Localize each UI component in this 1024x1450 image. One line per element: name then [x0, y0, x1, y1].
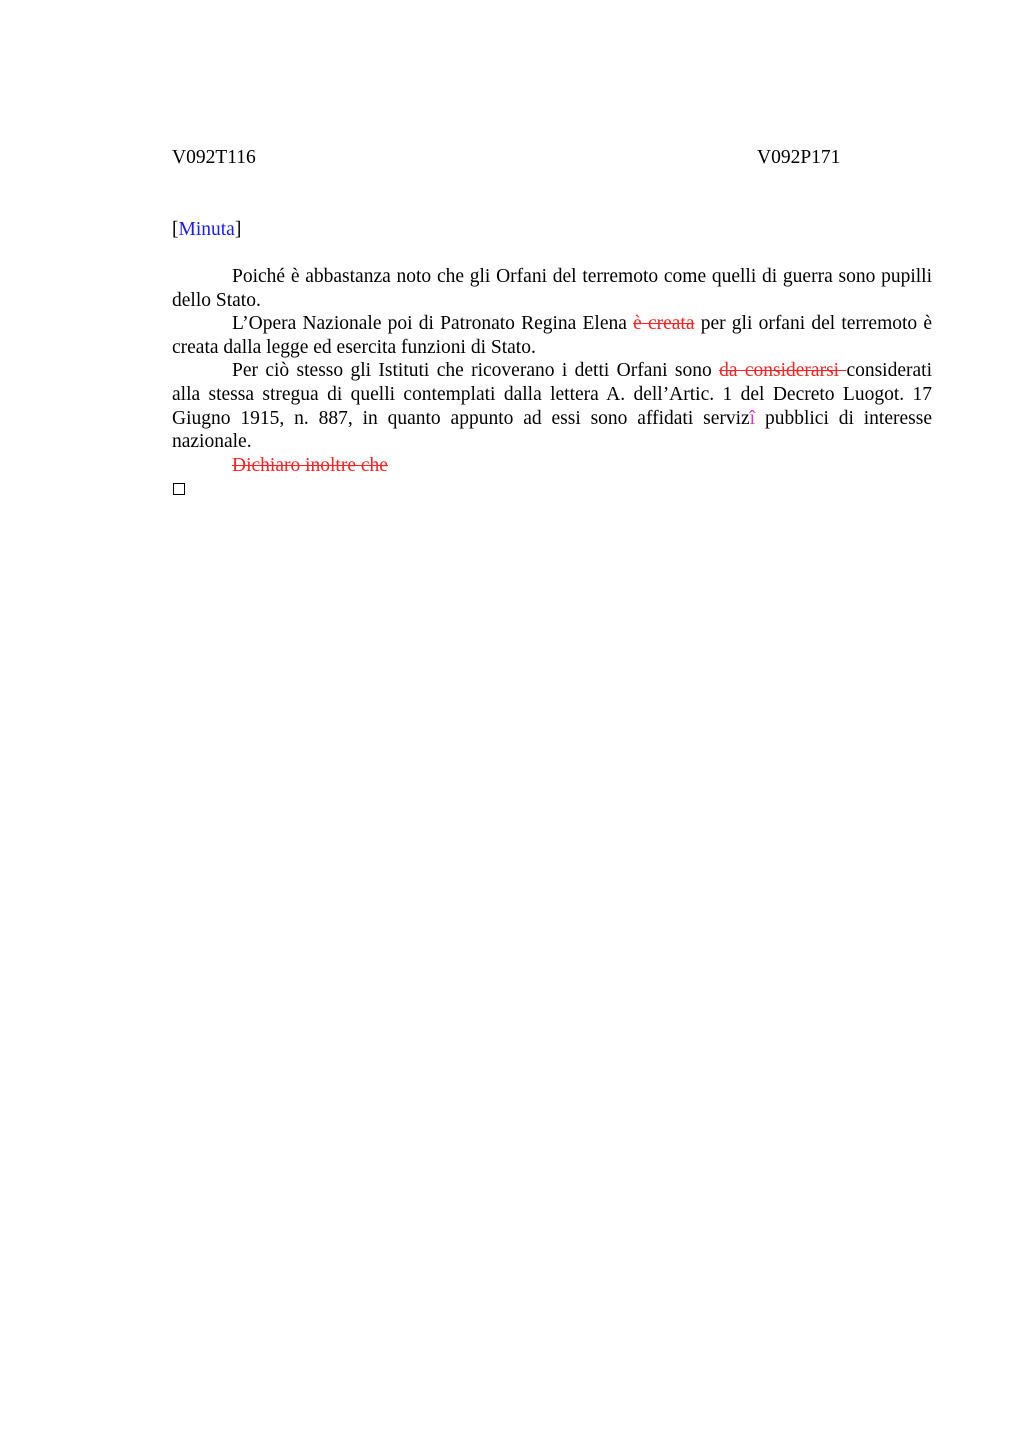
- paragraph-2-text-after: per gli orfani del terremoto è creata dalla legge ed esercita funzioni di Stato.: [172, 313, 933, 358]
- paragraph-3-deletion: da considerarsi: [719, 360, 847, 382]
- paragraph-2: [172, 312, 932, 359]
- paragraph-3: [172, 359, 932, 453]
- document-body: [172, 265, 932, 477]
- paragraph-2-text-before: L’Opera Nazionale poi di Patronato Regina Elena: [232, 313, 634, 335]
- close-bracket: ]: [234, 219, 242, 240]
- paragraph-4-deletion: Dichiaro inoltre che: [232, 454, 388, 476]
- document-code-right: V092P171: [757, 147, 841, 168]
- paragraph-1-text: Poiché è abbastanza noto che gli Orfani del terremoto come quelli di guerra sono pupilli dello Stato.: [172, 266, 932, 311]
- paragraph-1: [172, 265, 932, 312]
- paragraph-3-text-middle: considerati alla stessa stregua di quelli contemplati dalla lettera A. dell’Artic. 1 del Decreto Luogot. 17 Giugno 1915, n. 887, in quanto appunto ad essi sono affidati serviz: [172, 360, 932, 429]
- type-label-text: Minuta: [178, 219, 235, 240]
- document-type-label: [172, 218, 241, 242]
- paragraph-3-correction: î: [749, 407, 756, 429]
- paragraph-3-text-after: pubblici di interesse nazionale.: [172, 407, 932, 453]
- paragraph-4: [172, 454, 932, 478]
- paragraph-3-text-before: Per ciò stesso gli Istituti che ricoverano i detti Orfani sono: [232, 360, 720, 382]
- open-bracket: [: [172, 219, 179, 240]
- end-of-text-box-icon: [173, 483, 185, 495]
- document-code-left: V092T116: [172, 147, 256, 168]
- paragraph-2-deletion: è creata: [633, 313, 695, 335]
